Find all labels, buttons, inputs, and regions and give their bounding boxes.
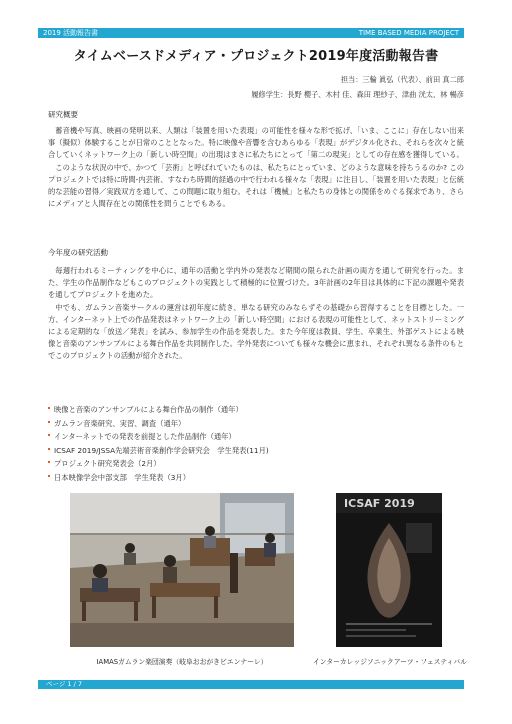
staff-line: 担当：三輪 眞弘（代表）、前田 真二郎	[340, 75, 464, 84]
activities-paragraph-2: 中でも、ガムラン音楽サークルの運営は初年度に続き、単なる研究のみならずその基礎から習得することを目標とした。一方、インターネット上での作品発表はネットワーク上の「新しい時空間」における表現の可能性として、ネットストリーミングによる定期的な「放送／発表」を試み、参加学生の作品を発表した。また今年度は教員、学生、卒業生、外部ゲストによる映像と音楽のアンサンブルによる舞台作品を共同制作した。学外発表についても様々な機会に恵まれ、それぞれ異なる条件のもとでこのプロジェクトの活動が紹介された。	[48, 302, 464, 361]
header-left-label: 2019 活動報告書	[43, 29, 99, 37]
list-item: 日本映像学会中部支部 学生発表（3月）	[48, 471, 468, 485]
activity-list	[48, 403, 468, 485]
header-right-label: TIME BASED MEDIA PROJECT	[358, 29, 459, 37]
gamelan-performance-photo	[70, 493, 294, 647]
header-bar	[38, 28, 464, 38]
list-item: プロジェクト研究発表会（2月）	[48, 457, 468, 471]
section-heading-overview: 研究概要	[48, 110, 78, 119]
overview-paragraph-2: このような状況の中で、かつて「芸術」と呼ばれていたものは、私たちにとっていま、どのような意味を持ちうるのか? このプロジェクトでは特に時間-内芸術、すなわち時間的経過の中で行われる様々な「表現」に注目し、「装置を用いた表現」と伝統的な芸能の習得／実践双方を通して、この問題に取り組む。それは「機械」と私たちの身体との関係をめぐる探求であり、さらにメディアと人間存在との関係性を問うことでもある。	[48, 162, 464, 209]
right-photo-caption: インターカレッジソニックアーツ・フェスティバル	[313, 658, 467, 666]
poster-title: ICSAF 2019	[344, 497, 415, 510]
list-item: ICSAF 2019/JSSA先端芸術音楽創作学会研究会 学生発表(11月)	[48, 444, 468, 458]
list-item: インターネットでの発表を前提とした作品制作（通年）	[48, 430, 468, 444]
section-heading-activities: 今年度の研究活動	[48, 248, 108, 257]
list-item: ガムラン音楽研究、実習、調査（通年）	[48, 417, 468, 431]
left-photo-caption: IAMASガムラン楽団演奏（岐阜おおがきビエンナーレ）	[96, 658, 268, 666]
list-item: 映像と音楽のアンサンブルによる舞台作品の制作（通年）	[48, 403, 468, 417]
festival-poster-image	[336, 493, 442, 647]
overview-paragraph-1: 蓄音機や写真、映画の発明以来、人類は「装置を用いた表現」の可能性を様々な形で拡げ、「いま、ここに」存在しない出来事（擬似）体験することが日常のこととなった。特に映像や音響を含むあらゆる「表現」がデジタル化され、それらを次々と統合していくネットワーク上の「新しい時空間」の出現はまさに私たちにとって「第二の現実」としての存在感を獲得している。	[48, 126, 464, 160]
overview-body	[48, 125, 464, 210]
students-line: 履修学生：長野 櫻子、木村 佳、森田 理紗子、津曲 洸太、林 暢彦	[251, 90, 464, 99]
page-number: ページ 1 / 7	[46, 680, 83, 688]
footer-bar	[38, 680, 464, 689]
activities-paragraph-1: 毎週行われるミーティングを中心に、通年の活動と学内外の発表など期間の限られた計画の両方を通して研究を行った。また、学生の作品制作などもこのプロジェクトの実践として積極的に位置づけた。3年計画の2年目は具体的に下記の課題や発表を通してプロジェクトを進めた。	[48, 266, 464, 300]
page-title: タイムベースドメディア・プロジェクト2019年度活動報告書	[73, 49, 439, 64]
activities-body	[48, 265, 464, 363]
